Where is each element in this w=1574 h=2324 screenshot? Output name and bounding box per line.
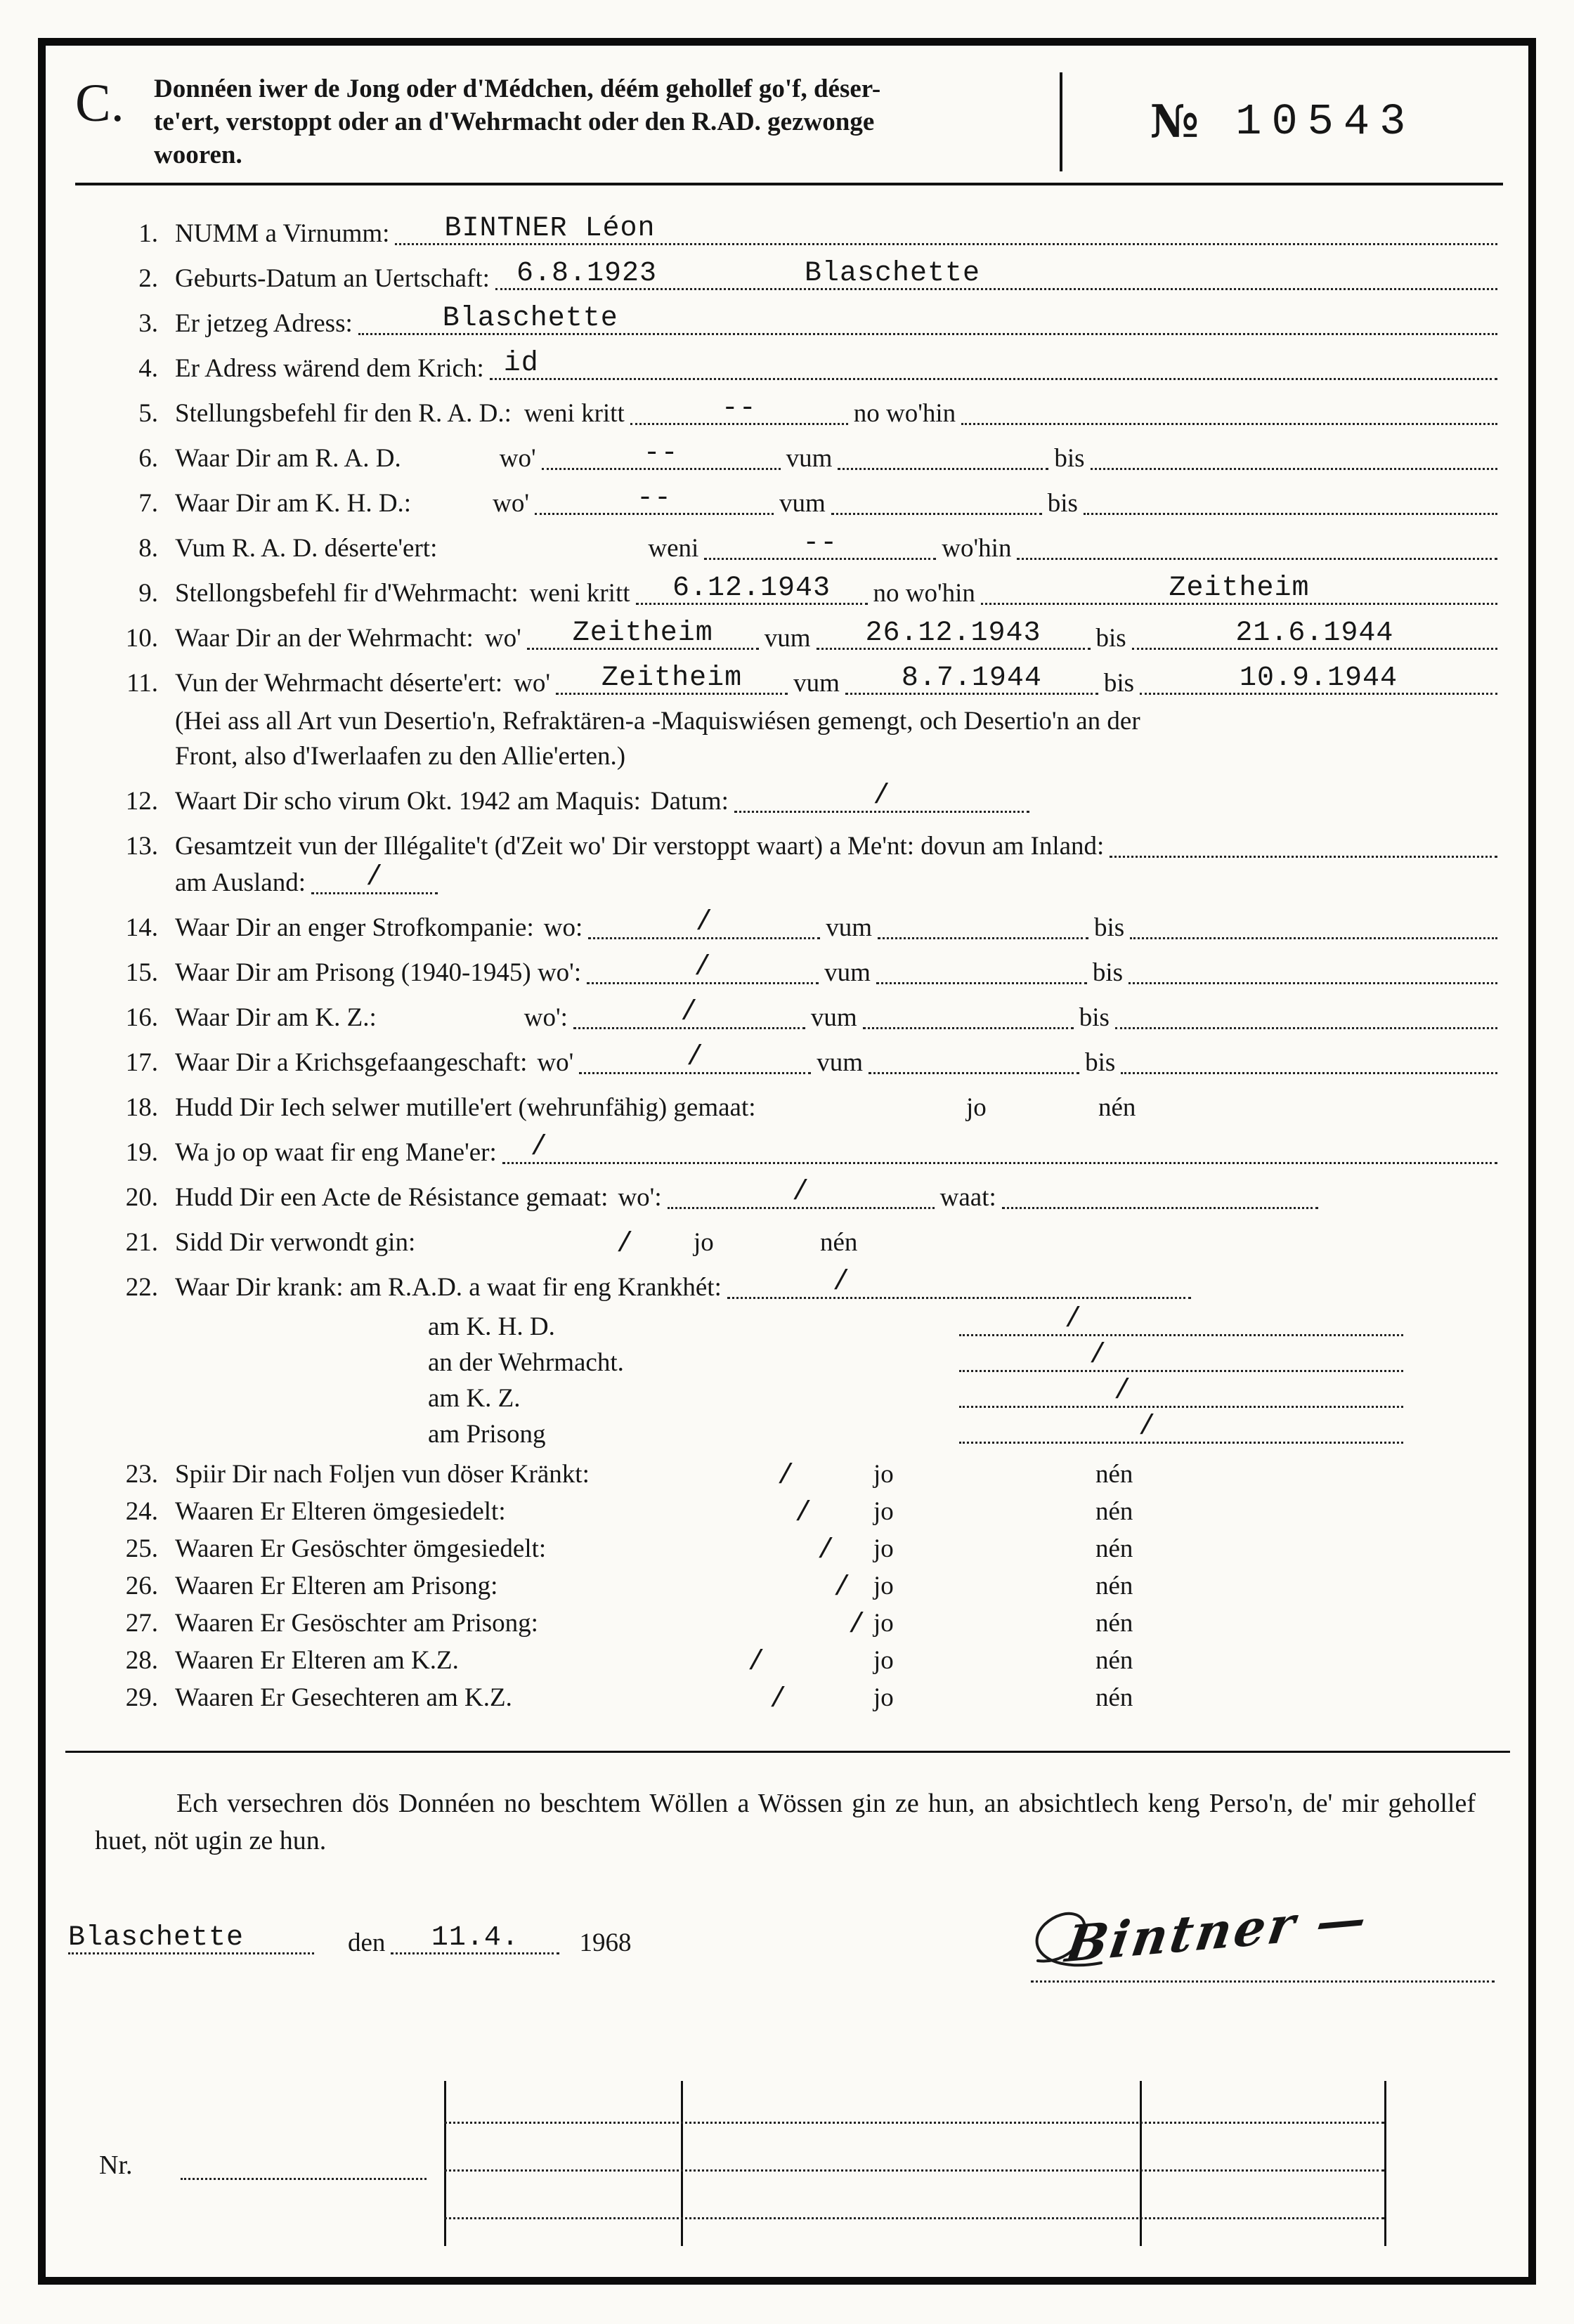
dotted-line	[831, 488, 1042, 515]
form-item-8	[75, 528, 1503, 565]
item-sublabel: vum	[810, 1003, 857, 1032]
item-label: Er Adress wärend dem Krich:	[175, 354, 484, 383]
dotted-line	[1121, 1047, 1497, 1074]
typed-value: /	[695, 907, 713, 939]
item-label: Waaren Er Elteren am Prisong:	[175, 1572, 498, 1600]
item-label: Waar Dir am K. H. D.:	[175, 489, 412, 518]
item-sublabel: weni kritt	[523, 399, 625, 428]
item-label: NUMM a Virnumm:	[175, 219, 390, 248]
item-label: Waar Dir a Krichsgefaangeschaft:	[175, 1048, 528, 1077]
item-label: Hudd Dir een Acte de Résistance gemaat:	[175, 1183, 609, 1212]
item-label: Waar Dir an enger Strofkompanie:	[175, 913, 534, 942]
item-sublabel: weni kritt	[529, 579, 630, 608]
form-items	[75, 213, 1503, 1716]
table-vertical-line	[1140, 2081, 1142, 2246]
item-label: Gesamtzeit vun der Illégalite't (d'Zeit wo' Dir verstoppt waart) a Me'nt: dovun am Inland:	[175, 832, 1105, 861]
description-line-1: Donnéen iwer de Jong oder d'Médchen, déém gehollef go'f, déser-	[154, 74, 881, 103]
item-sublabel: am K. H. D.	[428, 1312, 555, 1341]
description-line-2: te'ert, verstoppt oder an d'Wehrmacht oder den R.AD. gezwonge	[154, 107, 875, 136]
form-item-27	[75, 1607, 1503, 1640]
item-label: Waar Dir am Prisong (1940-1945) wo':	[175, 958, 582, 987]
item-sublabel: wo'	[514, 669, 551, 698]
dotted-line	[869, 1047, 1079, 1074]
typed-value: /	[1138, 1411, 1157, 1443]
signature-script: Bintner —	[1062, 1888, 1373, 1973]
typed-value: 8.7.1944	[901, 662, 1042, 694]
declaration-text: Ech versechren dös Donnéen no beschtem Wöllen a Wössen gin ze hun, an absichtlech keng Perso'n, de' mir gehollef huet, nöt ugin ze hun.	[95, 1789, 1476, 1855]
option-nen: nén	[1095, 1497, 1133, 1526]
item-number: 10.	[125, 624, 158, 653]
item-number: 20.	[125, 1183, 158, 1212]
document-number: 10543	[1235, 97, 1416, 147]
bottom-registry-table	[75, 2081, 1503, 2246]
typed-value: /	[848, 1610, 866, 1641]
typed-value: /	[833, 1572, 852, 1604]
typed-place: Blaschette	[68, 1922, 245, 1954]
table-dotted-row	[444, 2169, 1384, 2172]
item-number: 17.	[125, 1048, 158, 1077]
dotted-line	[391, 1922, 559, 1954]
typed-value: /	[832, 1267, 850, 1298]
option-jo: jo	[966, 1093, 987, 1122]
dotted-line	[1110, 831, 1497, 858]
item-sublabel: an der Wehrmacht.	[428, 1348, 624, 1377]
dotted-line	[959, 1376, 1403, 1408]
option-jo: jo	[873, 1572, 894, 1600]
option-jo: jo	[873, 1683, 894, 1712]
table-vertical-line	[444, 2081, 446, 2246]
dotted-line	[535, 483, 774, 515]
dotted-line	[1084, 488, 1497, 515]
option-nen: nén	[820, 1228, 858, 1257]
dotted-line	[876, 958, 1087, 984]
dotted-line	[502, 1132, 1497, 1164]
typed-value: /	[817, 1535, 835, 1567]
item-number: 12.	[125, 787, 158, 816]
item-label: Sidd Dir verwondt gin:	[175, 1228, 416, 1257]
table-dotted-row	[444, 2217, 1384, 2219]
dotted-line	[1130, 913, 1497, 939]
note-line-2: Front, also d'Iwerlaafen zu den Allie'erten.)	[175, 742, 626, 771]
typed-value: /	[686, 1042, 704, 1073]
typed-value: 6.12.1943	[672, 573, 831, 604]
item-label: Wa jo op waat fir eng Mane'er:	[175, 1138, 497, 1167]
dotted-line	[587, 952, 819, 984]
form-item-26	[75, 1570, 1503, 1602]
item-sublabel: vum	[786, 444, 833, 473]
item-number: 19.	[125, 1138, 158, 1167]
typed-value: --	[643, 438, 679, 469]
item-sublabel: vum	[817, 1048, 864, 1077]
dotted-line	[556, 662, 788, 695]
item-label: Vun der Wehrmacht déserte'ert:	[175, 669, 503, 698]
item-sublabel: wo'	[493, 489, 529, 518]
option-nen: nén	[1098, 1093, 1136, 1122]
item-sublabel: bis	[1047, 489, 1078, 518]
item-sublabel: vum	[793, 669, 840, 698]
dotted-line	[838, 443, 1048, 470]
option-nen: nén	[1095, 1460, 1133, 1489]
dotted-line	[817, 618, 1091, 650]
typed-value: Zeitheim	[1169, 573, 1310, 604]
item-number: 8.	[138, 534, 158, 563]
option-nen: nén	[1095, 1646, 1133, 1675]
item-number: 5.	[138, 399, 158, 428]
item-number: 11.	[126, 669, 158, 698]
dotted-line	[668, 1177, 935, 1209]
footer	[68, 1894, 1503, 2046]
option-jo: jo	[694, 1228, 714, 1257]
note-line-1: (Hei ass all Art vun Desertio'n, Refraktären-a -Maquiswiésen gemengt, och Desertio'n an der	[175, 707, 1140, 736]
option-nen: nén	[1095, 1534, 1133, 1563]
dotted-line	[542, 438, 781, 470]
dotted-line	[734, 781, 1029, 813]
option-nen: nén	[1095, 1609, 1133, 1638]
item-number: 1.	[138, 219, 158, 248]
form-item-22-kz	[75, 1376, 1503, 1413]
dotted-line	[959, 1304, 1403, 1336]
item-sublabel: waat:	[939, 1183, 996, 1212]
item-number: 24.	[125, 1497, 158, 1526]
form-item-1	[75, 213, 1503, 250]
item-label: Spiir Dir nach Foljen vun döser Kränkt:	[175, 1460, 590, 1489]
item-sublabel: am Prisong	[428, 1420, 546, 1449]
form-item-16	[75, 997, 1503, 1034]
item-sublabel: vum	[826, 913, 873, 942]
item-number: 3.	[138, 309, 158, 338]
form-item-25	[75, 1533, 1503, 1565]
item-sublabel: vum	[779, 489, 826, 518]
item-sublabel: bis	[1054, 444, 1085, 473]
item-label: Waar Dir am R. A. D.	[175, 444, 401, 473]
typed-value: 6.8.1923	[516, 258, 657, 289]
typed-value: /	[365, 862, 384, 894]
numero-sign: №	[1150, 96, 1199, 148]
item-number: 18.	[125, 1093, 158, 1122]
item-number: 4.	[138, 354, 158, 383]
dotted-line	[588, 907, 820, 939]
form-item-13	[75, 830, 1503, 863]
form-item-14	[75, 907, 1503, 944]
form-item-28	[75, 1645, 1503, 1677]
typed-value: BINTNER Léon	[444, 213, 656, 244]
typed-value: /	[795, 1498, 813, 1529]
form-item-22	[75, 1267, 1503, 1304]
form-item-29	[75, 1682, 1503, 1714]
header-rule	[75, 183, 1503, 185]
dotted-line	[727, 1267, 1191, 1299]
typed-value: Zeitheim	[601, 662, 743, 694]
dotted-line	[490, 348, 1497, 380]
item-label: Waaren Er Elteren ömgesiedelt:	[175, 1497, 506, 1526]
header	[75, 72, 1503, 171]
item-number: 16.	[125, 1003, 158, 1032]
option-nen: nén	[1095, 1683, 1133, 1712]
table-vertical-line	[681, 2081, 683, 2246]
dotted-line	[311, 862, 438, 894]
form-item-18	[75, 1092, 1503, 1124]
item-number: 23.	[125, 1460, 158, 1489]
item-label: Waaren Er Elteren am K.Z.	[175, 1646, 459, 1675]
item-sublabel: Datum:	[650, 787, 729, 816]
form-item-24	[75, 1496, 1503, 1528]
nr-label: Nr.	[99, 2150, 133, 2180]
dotted-line	[579, 1042, 811, 1074]
typed-value: id	[503, 348, 539, 379]
item-sublabel: wo'	[484, 624, 521, 653]
item-sublabel: wo'	[499, 444, 536, 473]
item-label: Waar Dir krank: am R.A.D. a waat fir eng Krankhét:	[175, 1273, 722, 1302]
item-number: 25.	[125, 1534, 158, 1563]
form-item-12	[75, 781, 1503, 818]
option-jo: jo	[873, 1609, 894, 1638]
item-sublabel: wo':	[523, 1003, 568, 1032]
item-label: Stellungsbefehl fir den R. A. D.:	[175, 399, 512, 428]
form-item-23	[75, 1458, 1503, 1491]
item-number: 7.	[138, 489, 158, 518]
table-dotted-row	[444, 2122, 1384, 2124]
item-label: Er jetzeg Adress:	[175, 309, 353, 338]
item-number: 26.	[125, 1572, 158, 1600]
dotted-line	[527, 618, 759, 650]
dotted-line	[878, 913, 1088, 939]
item-11-note	[175, 704, 1503, 774]
form-item-11	[75, 662, 1503, 700]
typed-value: /	[530, 1132, 548, 1163]
typed-value: /	[873, 781, 891, 812]
item-sublabel: vum	[824, 958, 871, 987]
year-label: 1968	[579, 1928, 632, 1957]
dotted-line	[981, 573, 1497, 605]
dotted-line	[573, 997, 805, 1029]
item-label: Waar Dir an der Wehrmacht:	[175, 624, 474, 653]
item-sublabel: bis	[1092, 958, 1124, 987]
item-sublabel: am Ausland:	[175, 868, 306, 897]
dotted-line	[1140, 662, 1497, 695]
typed-value: 26.12.1943	[865, 618, 1041, 649]
form-item-22-khd	[75, 1304, 1503, 1341]
dotted-line	[636, 573, 868, 605]
typed-value: 10.9.1944	[1239, 662, 1398, 694]
section-divider	[65, 1751, 1510, 1753]
dotted-line	[1115, 1003, 1497, 1029]
item-sublabel: weni	[648, 534, 699, 563]
option-jo: jo	[873, 1497, 894, 1526]
typed-value: --	[636, 483, 672, 514]
item-label: Waaren Er Gesöschter ömgesiedelt:	[175, 1534, 547, 1563]
form-item-19	[75, 1132, 1503, 1169]
item-sublabel: wo'	[537, 1048, 574, 1077]
typed-date: 11.4.	[431, 1922, 519, 1954]
dotted-line	[1002, 1182, 1318, 1209]
dotted-line	[961, 398, 1497, 425]
dotted-line	[959, 1411, 1403, 1444]
document-number-block	[1062, 72, 1503, 171]
form-item-5	[75, 393, 1503, 430]
item-label: Stellongsbefehl fir d'Wehrmacht:	[175, 579, 519, 608]
item-number: 28.	[125, 1646, 158, 1675]
option-jo: jo	[873, 1534, 894, 1563]
item-sublabel: bis	[1103, 669, 1135, 698]
section-letter: C.	[75, 74, 124, 133]
item-sublabel: am K. Z.	[428, 1384, 521, 1413]
item-number: 6.	[138, 444, 158, 473]
form-item-9	[75, 573, 1503, 610]
dotted-line	[68, 1922, 314, 1954]
form-item-7	[75, 483, 1503, 520]
form-item-20	[75, 1177, 1503, 1214]
item-label: Geburts-Datum an Uertschaft:	[175, 264, 490, 293]
signature-underline	[1031, 1980, 1495, 1983]
typed-value: /	[748, 1647, 766, 1678]
dotted-line	[1129, 958, 1497, 984]
item-sublabel: wo:	[543, 913, 583, 942]
form-item-4	[75, 348, 1503, 385]
typed-value: 21.6.1944	[1235, 618, 1394, 649]
typed-value: Blaschette	[442, 303, 618, 334]
typed-value: /	[1114, 1376, 1132, 1407]
typed-value: /	[694, 952, 712, 984]
dotted-line	[395, 213, 1497, 245]
form-item-17	[75, 1042, 1503, 1079]
item-number: 21.	[125, 1228, 158, 1257]
item-number: 27.	[125, 1609, 158, 1638]
item-sublabel: bis	[1085, 1048, 1116, 1077]
form-item-22-wehrmacht	[75, 1340, 1503, 1377]
item-number: 9.	[138, 579, 158, 608]
typed-value: /	[616, 1229, 635, 1260]
typed-value: Zeitheim	[572, 618, 713, 649]
form-item-3	[75, 303, 1503, 340]
option-jo: jo	[873, 1646, 894, 1675]
dotted-line	[704, 528, 936, 560]
option-nen: nén	[1095, 1572, 1133, 1600]
item-sublabel: vum	[764, 624, 811, 653]
den-label: den	[348, 1928, 386, 1957]
item-number: 29.	[125, 1683, 158, 1712]
dotted-line	[358, 303, 1497, 335]
typed-value: /	[1089, 1340, 1107, 1371]
form-item-2	[75, 258, 1503, 295]
item-label: Waar Dir am K. Z.:	[175, 1003, 377, 1032]
item-number: 13.	[125, 832, 158, 861]
item-sublabel: wo':	[618, 1183, 662, 1212]
table-vertical-line	[1384, 2081, 1386, 2246]
item-number: 2.	[138, 264, 158, 293]
item-sublabel: bis	[1095, 624, 1126, 653]
item-label: Waaren Er Gesechteren am K.Z.	[175, 1683, 512, 1712]
typed-value: /	[769, 1684, 788, 1716]
item-sublabel: wo'hin	[942, 534, 1012, 563]
document-frame	[38, 38, 1536, 2285]
dotted-line	[863, 1003, 1074, 1029]
typed-value: /	[1065, 1304, 1083, 1336]
form-item-21	[75, 1227, 1503, 1259]
form-item-6	[75, 438, 1503, 475]
item-label: Vum R. A. D. déserte'ert:	[175, 534, 438, 563]
typed-value: /	[777, 1461, 795, 1492]
signature-block	[989, 1894, 1495, 1993]
typed-value: /	[680, 997, 698, 1029]
dotted-line	[630, 393, 848, 425]
item-sublabel: bis	[1094, 913, 1125, 942]
item-number: 14.	[125, 913, 158, 942]
item-sublabel: bis	[1079, 1003, 1110, 1032]
item-label: Waart Dir scho virum Okt. 1942 am Maquis:	[175, 787, 641, 816]
item-sublabel: no wo'hin	[853, 399, 956, 428]
nr-dotted-line	[181, 2150, 427, 2180]
option-jo: jo	[873, 1460, 894, 1489]
dotted-line	[495, 258, 1497, 290]
form-item-22-prisong	[75, 1411, 1503, 1449]
item-number: 22.	[125, 1273, 158, 1302]
dotted-line	[1017, 533, 1497, 560]
item-sublabel: no wo'hin	[873, 579, 975, 608]
typed-value: Blaschette	[805, 258, 981, 289]
form-item-13b	[75, 862, 1503, 899]
typed-value: --	[802, 528, 838, 559]
dotted-line	[1091, 443, 1497, 470]
section-description	[154, 72, 1036, 171]
dotted-line	[1132, 618, 1497, 650]
item-label: Hudd Dir Iech selwer mutille'ert (wehrunfähig) gemaat:	[175, 1093, 756, 1122]
dotted-line	[845, 662, 1098, 695]
form-item-10	[75, 618, 1503, 655]
description-line-3: wooren.	[154, 141, 242, 169]
typed-value: --	[721, 393, 757, 424]
item-number: 15.	[125, 958, 158, 987]
dotted-line	[959, 1340, 1403, 1372]
item-label: Waaren Er Gesöschter am Prisong:	[175, 1609, 538, 1638]
typed-value: /	[792, 1177, 810, 1208]
form-item-15	[75, 952, 1503, 989]
